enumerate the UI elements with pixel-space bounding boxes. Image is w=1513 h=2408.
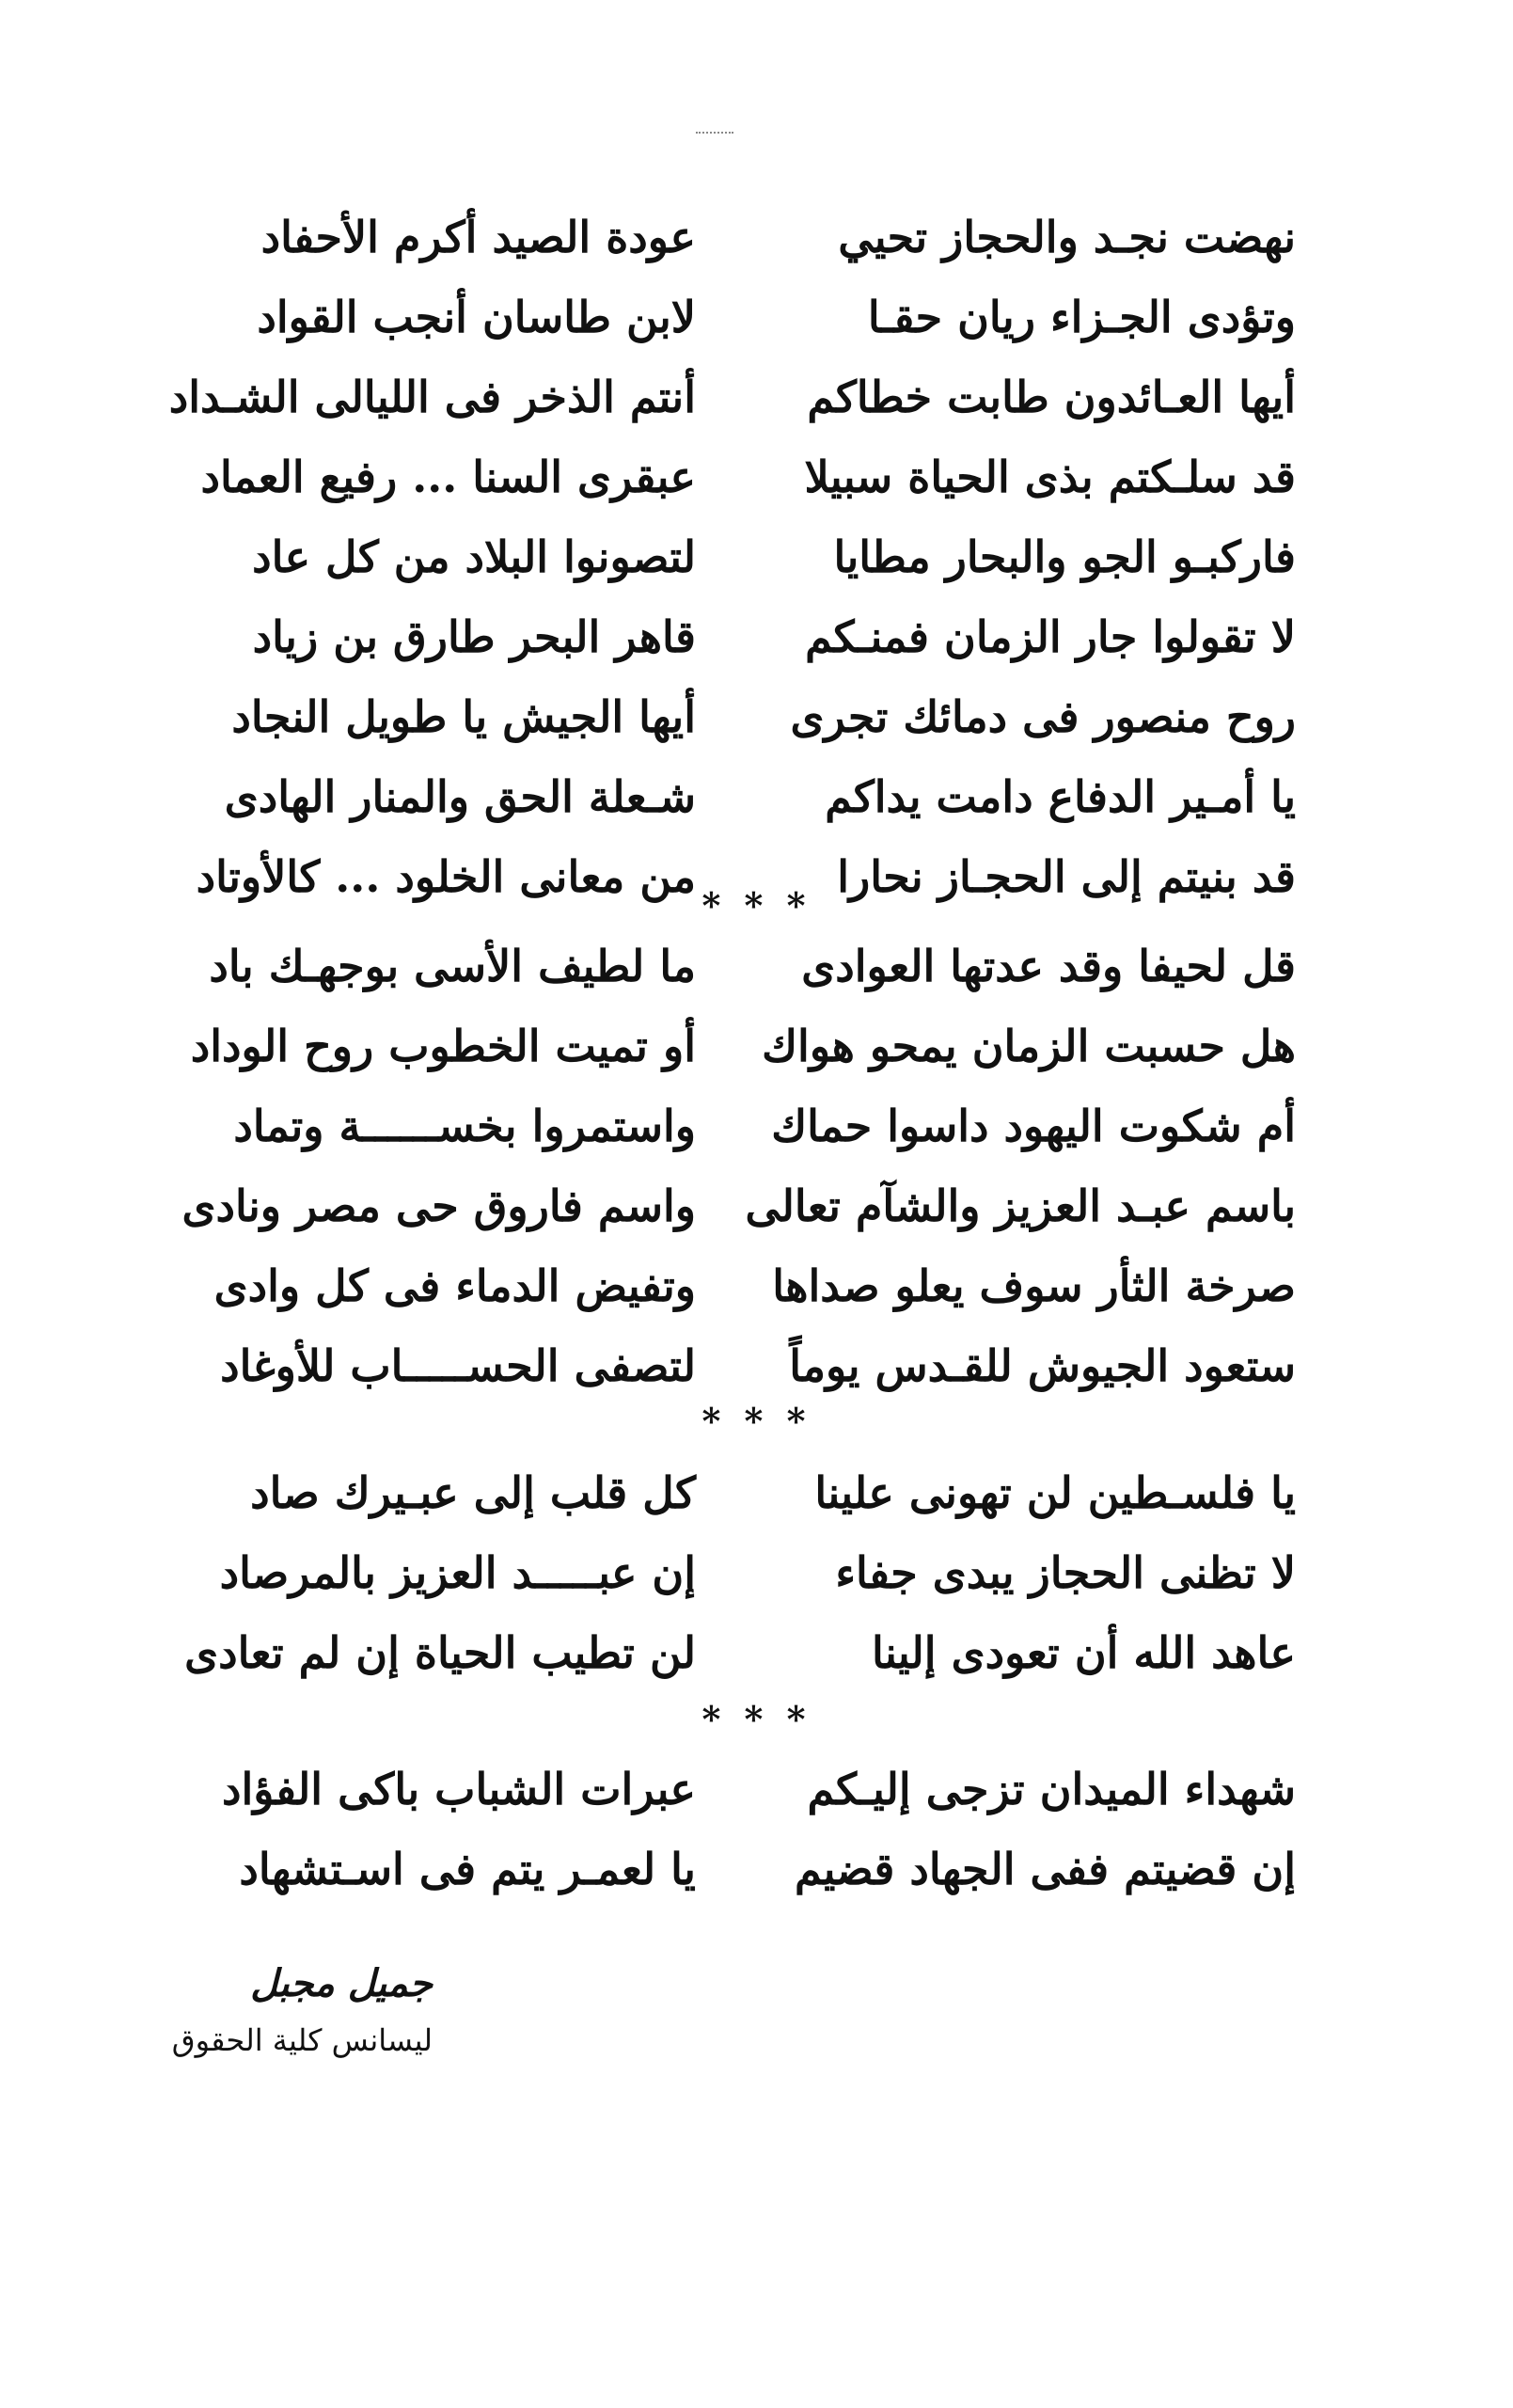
verse-second-hemistich: أو تميت الخطوب روح الوداد	[190, 1021, 696, 1071]
stanza-3	[150, 1453, 1296, 1693]
verse-first-hemistich: هل حسبت الزمان يمحو هواك	[762, 1021, 1296, 1071]
verse-line	[150, 1830, 1296, 1909]
verse-line	[150, 1750, 1296, 1830]
top-mark	[696, 132, 733, 137]
verse-first-hemistich: لا تظنى الحجاز يبدى جفاء	[835, 1547, 1296, 1598]
verse-first-hemistich: باسم عبـد العزيز والشآم تعالى	[745, 1180, 1296, 1231]
stanza-1	[150, 198, 1296, 917]
stanza-4	[150, 1750, 1296, 1909]
verse-line	[150, 597, 1296, 677]
verse-second-hemistich: إن عبـــــد العزيز بالمرصاد	[219, 1547, 696, 1598]
verse-first-hemistich: يا أمـير الدفاع دامت يداكم	[825, 771, 1296, 822]
verse-second-hemistich: أنتم الذخر فى الليالى الشـداد	[168, 372, 696, 422]
verse-second-hemistich: لتصفى الحســـــاب للأوغاد	[220, 1340, 696, 1391]
verse-second-hemistich: واستمروا بخســــــة وتماد	[233, 1101, 696, 1151]
verse-first-hemistich: أيها العـائدون طابت خطاكم	[807, 372, 1296, 422]
verse-line	[150, 1453, 1296, 1533]
verse-line	[150, 677, 1296, 757]
author-signature: جميل مجبل	[250, 1961, 433, 2005]
verse-first-hemistich: وتؤدى الجـزاء ريان حقـا	[867, 292, 1296, 342]
stanza-separator: * * *	[701, 1698, 812, 1740]
verse-second-hemistich: وتفيض الدماء فى كل وادى	[213, 1260, 696, 1311]
verse-second-hemistich: لن تطيب الحياة إن لم تعادى	[184, 1627, 696, 1678]
verse-second-hemistich: ما لطيف الأسى بوجهـك باد	[209, 941, 696, 991]
stanza-2	[150, 927, 1296, 1406]
verse-line	[150, 757, 1296, 837]
verse-second-hemistich: كل قلب إلى عبـيرك صاد	[250, 1467, 696, 1518]
verse-first-hemistich: قد سلـكتم بذى الحياة سبيلا	[804, 452, 1296, 502]
verse-line	[150, 1086, 1296, 1166]
verse-second-hemistich: قاهر البحر طارق بن زياد	[252, 611, 696, 662]
verse-line	[150, 927, 1296, 1006]
verse-first-hemistich: ستعود الجيوش للقـدس يوماً	[789, 1340, 1296, 1391]
verse-second-hemistich: عبقرى السنا ... رفيع العماد	[200, 452, 696, 502]
verse-first-hemistich: صرخة الثأر سوف يعلو صداها	[772, 1260, 1296, 1311]
verse-line	[150, 357, 1296, 437]
verse-first-hemistich: روح منصور فى دمائك تجرى	[790, 691, 1296, 742]
verse-line	[150, 437, 1296, 517]
verse-second-hemistich: من معانى الخلود ... كالأوتاد	[196, 851, 696, 902]
verse-line	[150, 198, 1296, 277]
verse-first-hemistich: عاهد الله أن تعودى إلينا	[872, 1627, 1296, 1678]
author-title: ليسانس كلية الحقوق	[171, 2022, 433, 2058]
verse-line	[150, 1613, 1296, 1693]
verse-line	[150, 277, 1296, 357]
verse-line	[150, 1006, 1296, 1086]
verse-first-hemistich: قل لحيفا وقد عدتها العوادى	[801, 941, 1296, 991]
verse-second-hemistich: شـعلة الحق والمنار الهادى	[224, 771, 696, 822]
verse-line	[150, 1326, 1296, 1406]
verse-first-hemistich: شهداء الميدان تزجى إليـكم	[807, 1764, 1296, 1814]
verse-line	[150, 1166, 1296, 1246]
verse-first-hemistich: يا فلسـطين لن تهونى علينا	[814, 1467, 1296, 1518]
verse-line	[150, 517, 1296, 597]
verse-first-hemistich: قد بنيتم إلى الحجـاز نحارا	[837, 851, 1296, 902]
verse-line	[150, 1533, 1296, 1613]
verse-first-hemistich: إن قضيتم ففى الجهاد قضيم	[794, 1844, 1296, 1894]
verse-first-hemistich: نهضت نجـد والحجاز تحيي	[838, 212, 1296, 262]
verse-second-hemistich: أيها الجيش يا طويل النجاد	[231, 691, 696, 742]
verse-second-hemistich: لتصونوا البلاد من كل عاد	[252, 531, 696, 582]
verse-second-hemistich: عبرات الشباب باكى الفؤاد	[221, 1764, 696, 1814]
stanza-separator: * * *	[701, 884, 812, 927]
verse-second-hemistich: عودة الصيد أكرم الأحفاد	[260, 212, 696, 262]
verse-first-hemistich: لا تقولوا جار الزمان فمنـكم	[805, 611, 1296, 662]
verse-first-hemistich: أم شكوت اليهود داسوا حماك	[771, 1101, 1296, 1151]
stanza-separator: * * *	[701, 1400, 812, 1442]
verse-second-hemistich: واسم فاروق حى مصر ونادى	[181, 1180, 696, 1231]
verse-second-hemistich: يا لعمـر يتم فى اسـتشهاد	[239, 1844, 696, 1894]
verse-second-hemistich: لابن طاسان أنجب القواد	[257, 292, 696, 342]
verse-line	[150, 1246, 1296, 1326]
verse-first-hemistich: فاركبـو الجو والبحار مطايا	[833, 531, 1296, 582]
